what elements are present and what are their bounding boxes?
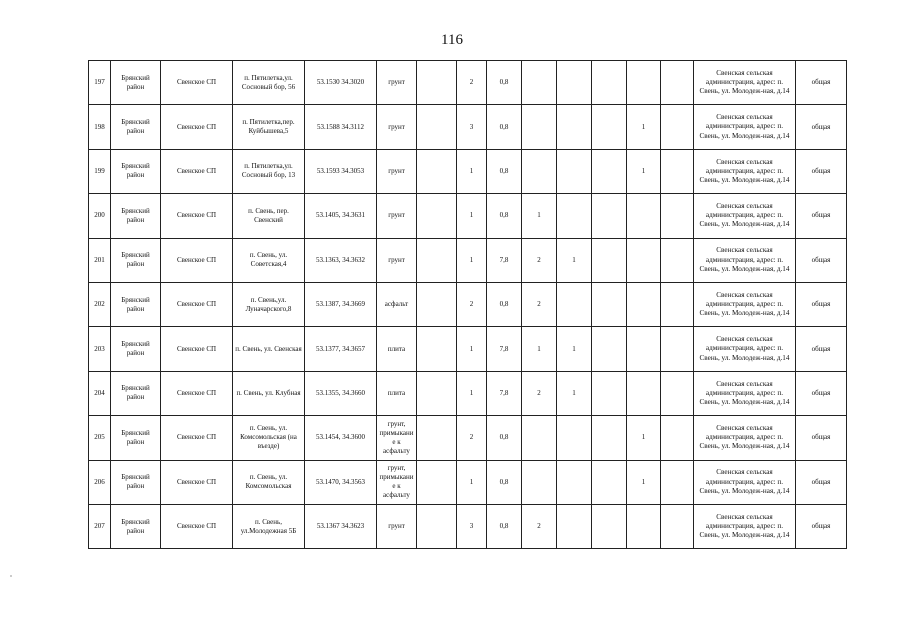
count-cell: 1 <box>457 327 487 371</box>
table-row <box>89 371 847 415</box>
col12-cell <box>592 194 627 238</box>
col13-cell <box>627 238 661 282</box>
table-row <box>89 238 847 282</box>
coordinates-cell: 53.1593 34.3053 <box>305 149 377 193</box>
col12-cell <box>592 371 627 415</box>
col13-cell: 1 <box>627 149 661 193</box>
col7-cell <box>417 371 457 415</box>
type-cell: общая <box>796 371 847 415</box>
col11-cell <box>557 282 592 326</box>
address-cell: п. Пятилетка,пер. Куйбышева,5 <box>233 105 305 149</box>
administration-cell: Свенская сельская администрация, адрес: п. Свень, ул. Молодеж-ная, д.14 <box>694 416 796 460</box>
col14-cell <box>661 238 694 282</box>
col13-cell <box>627 371 661 415</box>
type-cell: общая <box>796 504 847 548</box>
surface-cell: грунт <box>377 194 417 238</box>
address-cell: п. Свень, ул. Комсомольская <box>233 460 305 504</box>
settlement-cell: Свенское СП <box>161 238 233 282</box>
count-cell: 3 <box>457 504 487 548</box>
surface-cell: грунт, примыкание к асфальту <box>377 460 417 504</box>
col12-cell <box>592 504 627 548</box>
surface-cell: грунт, примыкание к асфальту <box>377 416 417 460</box>
col13-cell: 1 <box>627 416 661 460</box>
administration-cell: Свенская сельская администрация, адрес: п. Свень, ул. Молодеж-ная, д.14 <box>694 238 796 282</box>
col7-cell <box>417 105 457 149</box>
settlement-cell: Свенское СП <box>161 371 233 415</box>
area-cell: 0,8 <box>487 416 522 460</box>
row-number: 199 <box>89 149 111 193</box>
administration-cell: Свенская сельская администрация, адрес: п. Свень, ул. Молодеж-ная, д.14 <box>694 194 796 238</box>
col12-cell <box>592 460 627 504</box>
col10-cell: 2 <box>522 371 557 415</box>
area-cell: 0,8 <box>487 61 522 105</box>
col11-cell: 1 <box>557 238 592 282</box>
coordinates-cell: 53.1588 34.3112 <box>305 105 377 149</box>
row-number: 206 <box>89 460 111 504</box>
type-cell: общая <box>796 282 847 326</box>
area-cell: 0,8 <box>487 460 522 504</box>
area-cell: 0,8 <box>487 194 522 238</box>
coordinates-cell: 53.1454, 34.3600 <box>305 416 377 460</box>
type-cell: общая <box>796 61 847 105</box>
col14-cell <box>661 105 694 149</box>
surface-cell: плита <box>377 371 417 415</box>
row-number: 198 <box>89 105 111 149</box>
table-row <box>89 282 847 326</box>
row-number: 197 <box>89 61 111 105</box>
col14-cell <box>661 504 694 548</box>
administration-cell: Свенская сельская администрация, адрес: п. Свень, ул. Молодеж-ная, д.14 <box>694 460 796 504</box>
address-cell: п. Пятилетка,ул. Сосновый бор, 56 <box>233 61 305 105</box>
surface-cell: грунт <box>377 61 417 105</box>
table-row <box>89 61 847 105</box>
area-cell: 0,8 <box>487 105 522 149</box>
settlement-cell: Свенское СП <box>161 416 233 460</box>
district-cell: Брянский район <box>111 61 161 105</box>
col12-cell <box>592 282 627 326</box>
col7-cell <box>417 416 457 460</box>
coordinates-cell: 53.1387, 34.3669 <box>305 282 377 326</box>
area-cell: 0,8 <box>487 282 522 326</box>
table-row <box>89 327 847 371</box>
col7-cell <box>417 149 457 193</box>
surface-cell: плита <box>377 327 417 371</box>
col12-cell <box>592 238 627 282</box>
district-cell: Брянский район <box>111 149 161 193</box>
district-cell: Брянский район <box>111 194 161 238</box>
row-number: 204 <box>89 371 111 415</box>
col11-cell <box>557 460 592 504</box>
col10-cell: 2 <box>522 282 557 326</box>
area-cell: 7,8 <box>487 327 522 371</box>
col7-cell <box>417 194 457 238</box>
type-cell: общая <box>796 105 847 149</box>
col13-cell <box>627 282 661 326</box>
col10-cell: 1 <box>522 194 557 238</box>
col12-cell <box>592 61 627 105</box>
surface-cell: грунт <box>377 504 417 548</box>
col14-cell <box>661 327 694 371</box>
table-row <box>89 460 847 504</box>
col14-cell <box>661 282 694 326</box>
registry-table <box>88 60 847 549</box>
address-cell: п. Пятилетка,ул. Сосновый бор, 13 <box>233 149 305 193</box>
settlement-cell: Свенское СП <box>161 327 233 371</box>
administration-cell: Свенская сельская администрация, адрес: п. Свень, ул. Молодеж-ная, д.14 <box>694 504 796 548</box>
district-cell: Брянский район <box>111 327 161 371</box>
col10-cell <box>522 105 557 149</box>
area-cell: 7,8 <box>487 371 522 415</box>
col11-cell <box>557 105 592 149</box>
count-cell: 2 <box>457 282 487 326</box>
col11-cell: 1 <box>557 371 592 415</box>
row-number: 200 <box>89 194 111 238</box>
row-number: 207 <box>89 504 111 548</box>
settlement-cell: Свенское СП <box>161 504 233 548</box>
address-cell: п. Свень, ул. Клубная <box>233 371 305 415</box>
col7-cell <box>417 238 457 282</box>
col10-cell <box>522 149 557 193</box>
coordinates-cell: 53.1530 34.3020 <box>305 61 377 105</box>
surface-cell: грунт <box>377 105 417 149</box>
type-cell: общая <box>796 416 847 460</box>
row-number: 205 <box>89 416 111 460</box>
address-cell: п. Свень, ул. Свенская <box>233 327 305 371</box>
col12-cell <box>592 105 627 149</box>
col14-cell <box>661 371 694 415</box>
col7-cell <box>417 504 457 548</box>
col7-cell <box>417 327 457 371</box>
col10-cell <box>522 460 557 504</box>
settlement-cell: Свенское СП <box>161 460 233 504</box>
col7-cell <box>417 460 457 504</box>
surface-cell: грунт <box>377 149 417 193</box>
administration-cell: Свенская сельская администрация, адрес: п. Свень, ул. Молодеж-ная, д.14 <box>694 149 796 193</box>
page-number: 116 <box>441 32 463 48</box>
row-number: 203 <box>89 327 111 371</box>
address-cell: п. Свень,ул. Луначарского,8 <box>233 282 305 326</box>
type-cell: общая <box>796 194 847 238</box>
col11-cell <box>557 149 592 193</box>
row-number: 201 <box>89 238 111 282</box>
type-cell: общая <box>796 460 847 504</box>
coordinates-cell: 53.1377, 34.3657 <box>305 327 377 371</box>
row-number: 202 <box>89 282 111 326</box>
count-cell: 1 <box>457 238 487 282</box>
col13-cell <box>627 504 661 548</box>
coordinates-cell: 53.1367 34.3623 <box>305 504 377 548</box>
count-cell: 1 <box>457 371 487 415</box>
table-row <box>89 194 847 238</box>
col14-cell <box>661 416 694 460</box>
col7-cell <box>417 61 457 105</box>
type-cell: общая <box>796 149 847 193</box>
table-row <box>89 504 847 548</box>
surface-cell: асфальт <box>377 282 417 326</box>
type-cell: общая <box>796 238 847 282</box>
surface-cell: грунт <box>377 238 417 282</box>
count-cell: 3 <box>457 105 487 149</box>
district-cell: Брянский район <box>111 460 161 504</box>
col11-cell <box>557 61 592 105</box>
count-cell: 2 <box>457 61 487 105</box>
col12-cell <box>592 149 627 193</box>
district-cell: Брянский район <box>111 371 161 415</box>
district-cell: Брянский район <box>111 504 161 548</box>
col10-cell: 2 <box>522 504 557 548</box>
col13-cell <box>627 327 661 371</box>
col14-cell <box>661 149 694 193</box>
administration-cell: Свенская сельская администрация, адрес: п. Свень, ул. Молодеж-ная, д.14 <box>694 61 796 105</box>
col13-cell <box>627 194 661 238</box>
table-row <box>89 105 847 149</box>
address-cell: п. Свень, ул.Молодежная 5Б <box>233 504 305 548</box>
administration-cell: Свенская сельская администрация, адрес: п. Свень, ул. Молодеж-ная, д.14 <box>694 371 796 415</box>
col14-cell <box>661 460 694 504</box>
address-cell: п. Свень, ул. Комсомольская (на въезде) <box>233 416 305 460</box>
count-cell: 2 <box>457 416 487 460</box>
administration-cell: Свенская сельская администрация, адрес: п. Свень, ул. Молодеж-ная, д.14 <box>694 327 796 371</box>
col12-cell <box>592 416 627 460</box>
count-cell: 1 <box>457 460 487 504</box>
type-cell: общая <box>796 327 847 371</box>
coordinates-cell: 53.1405, 34.3631 <box>305 194 377 238</box>
address-cell: п. Свень, пер. Свенский <box>233 194 305 238</box>
col10-cell <box>522 416 557 460</box>
coordinates-cell: 53.1355, 34.3660 <box>305 371 377 415</box>
area-cell: 0,8 <box>487 149 522 193</box>
settlement-cell: Свенское СП <box>161 61 233 105</box>
district-cell: Брянский район <box>111 282 161 326</box>
district-cell: Брянский район <box>111 105 161 149</box>
count-cell: 1 <box>457 149 487 193</box>
col11-cell <box>557 416 592 460</box>
area-cell: 7,8 <box>487 238 522 282</box>
address-cell: п. Свень, ул. Советская,4 <box>233 238 305 282</box>
col10-cell: 1 <box>522 327 557 371</box>
coordinates-cell: 53.1363, 34.3632 <box>305 238 377 282</box>
table-row <box>89 416 847 460</box>
settlement-cell: Свенское СП <box>161 149 233 193</box>
district-cell: Брянский район <box>111 416 161 460</box>
col13-cell: 1 <box>627 460 661 504</box>
area-cell: 0,8 <box>487 504 522 548</box>
col11-cell <box>557 504 592 548</box>
col11-cell: 1 <box>557 327 592 371</box>
table-row <box>89 149 847 193</box>
administration-cell: Свенская сельская администрация, адрес: п. Свень, ул. Молодеж-ная, д.14 <box>694 282 796 326</box>
settlement-cell: Свенское СП <box>161 194 233 238</box>
col7-cell <box>417 282 457 326</box>
coordinates-cell: 53.1470, 34.3563 <box>305 460 377 504</box>
settlement-cell: Свенское СП <box>161 282 233 326</box>
col13-cell <box>627 61 661 105</box>
col10-cell <box>522 61 557 105</box>
col10-cell: 2 <box>522 238 557 282</box>
col14-cell <box>661 61 694 105</box>
settlement-cell: Свенское СП <box>161 105 233 149</box>
district-cell: Брянский район <box>111 238 161 282</box>
count-cell: 1 <box>457 194 487 238</box>
col11-cell <box>557 194 592 238</box>
col12-cell <box>592 327 627 371</box>
col13-cell: 1 <box>627 105 661 149</box>
scan-speck <box>10 575 12 577</box>
administration-cell: Свенская сельская администрация, адрес: п. Свень, ул. Молодеж-ная, д.14 <box>694 105 796 149</box>
col14-cell <box>661 194 694 238</box>
